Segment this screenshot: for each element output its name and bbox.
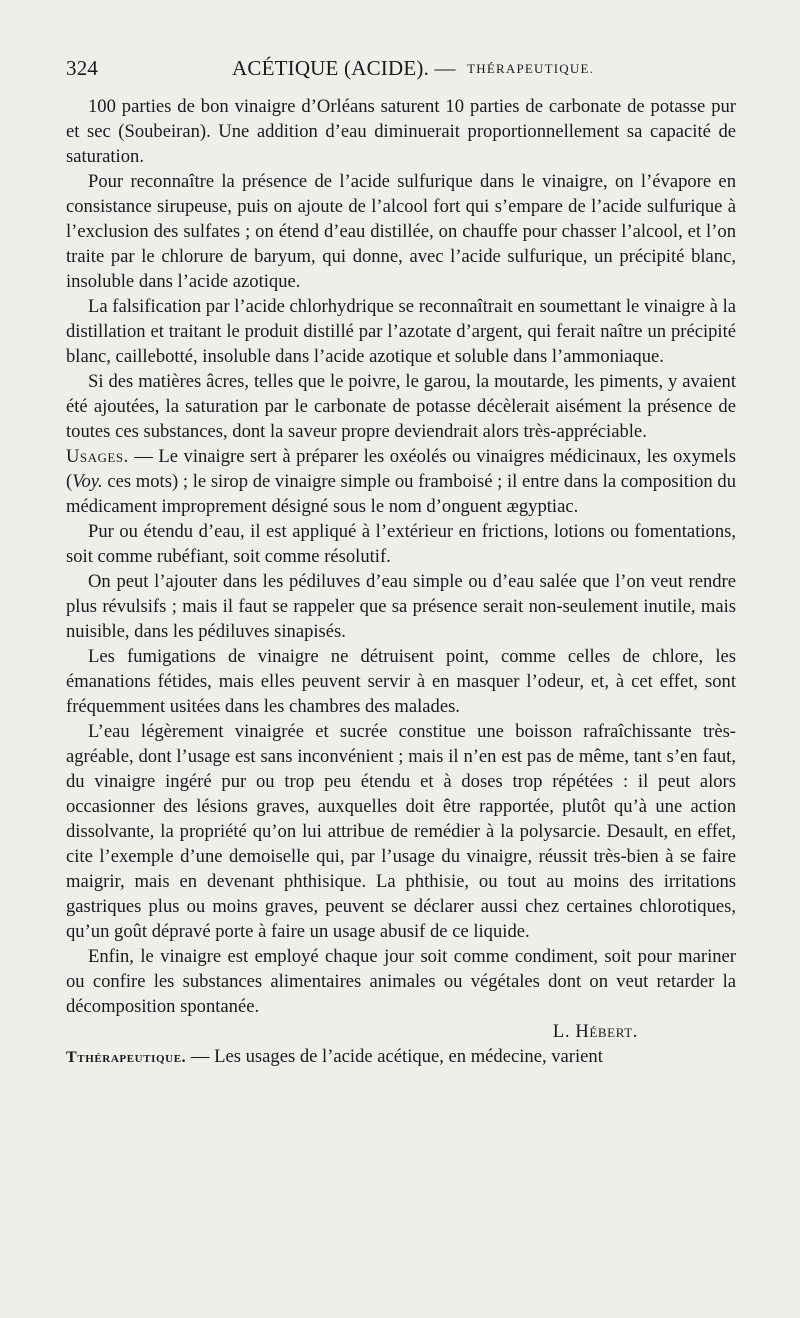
paragraph-acrid-substances: Si des matières âcres, telles que le poivre, le garou, la moutarde, les piments, y avaient été ajoutées, la saturation par le carbonate de potasse décèlerait aisément la présence de toutes ces substances, dont la saveur propre deviendrait alors très-appréciable. [66,371,736,442]
running-title-subtitle: THÉRAPEUTIQUE. [467,61,595,76]
running-title [232,56,594,81]
paragraph-condiment: Enfin, le vinaigre est employé chaque jour soit comme condiment, soit pour mariner ou confire les substances alimentaires animales ou végétales dont on veut retarder la décomposition spontanée. [66,946,736,1017]
section-therapeutique-label: Tthérapeutique. [66,1049,187,1066]
running-title-main: ACÉTIQUE (ACIDE). [232,56,430,80]
author-signature: L. Hébert. [552,1021,638,1042]
paragraph-internal-use: L’eau légèrement vinaigrée et sucrée constitue une boisson rafraîchissante très-agréable, dont l’usage est sans inconvénient ; mais il n’en est pas de même, tant s’en faut, du vinaigre ingéré pur ou trop peu étendu et à doses trop répétées : il peut alors occasionner des lésions graves, auxquelles doit être rapportée, plutôt qu’à une action dissolvante, la propriété qu’on lui attribue de remédier à la polysarcie. Desault, en effet, cite l’exemple d’une demoiselle qui, par l’usage du vinaigre, réussit très-bien à se faire maigrir, mais en devenant phthisique. La phthisie, ou tout au moins des irritations gastriques plus ou moins graves, peuvent se déclarer aussi chez certaines chlorotiques, qu’un goût dépravé porte à faire un usage abusif de ce liquide. [66,721,736,942]
section-therapeutique-text: — Les usages de l’acide acétique, en médecine, varient [186,1046,603,1067]
paragraph-usages [66,444,736,519]
usages-text-before: — Le vinaigre sert à préparer les oxéolés ou vinaigres médicinaux, les oxymels ( [66,446,736,492]
paragraph-sulfuric-acid: Pour reconnaître la présence de l’acide sulfurique dans le vinaigre, on l’évapore en consistance sirupeuse, puis on ajoute de l’alcool fort qui s’empare de l’acide sulfurique à l’exclusion des sulfates ; on étend d’eau distillée, on chauffe pour chasser l’alcool, et l’on traite par le chlorure de baryum, qui donne, avec l’acide sulfurique, un précipité blanc, insoluble dans l’acide azotique. [66,171,736,292]
paragraph-saturation: 100 parties de bon vinaigre d’Orléans saturent 10 parties de carbonate de potasse pur et sec (Soubeiran). Une addition d’eau diminuerait proportionnellement sa capacité de saturation. [66,96,736,167]
usages-label: Usages. [66,446,129,467]
paragraph-fumigations: Les fumigations de vinaigre ne détruisent point, comme celles de chlore, les émanations fétides, mais elles peuvent servir à en masquer l’odeur, et, à cet effet, sont fréquemment usitées dans les chambres des malades. [66,646,736,717]
usages-text-after: ces mots) ; le sirop de vinaigre simple ou framboisé ; il entre dans la composition du médicament improprement désigné sous le nom d’onguent ægyptiac. [66,471,736,517]
paragraph-hydrochloric-acid: La falsification par l’acide chlorhydrique se reconnaîtrait en soumettant le vinaigre à la distillation et traitant le produit distillé par l’azotate d’argent, qui ferait naître un précipité blanc, caillebotté, insoluble dans l’acide azotique et soluble dans l’ammoniaque. [66,296,736,367]
usages-voy: Voy. [72,471,103,492]
running-title-dash: — [434,56,456,80]
paragraph-pediluves: On peut l’ajouter dans les pédiluves d’eau simple ou d’eau salée que l’on veut rendre plus révulsifs ; mais il faut se rappeler que sa présence serait non-seulement inutile, mais nuisible, dans les pédiluves sinapisés. [66,571,736,642]
book-page [66,56,736,1286]
body-text [66,94,736,1070]
running-head [66,56,736,86]
page-number: 324 [66,56,99,80]
section-therapeutique [66,1044,736,1070]
paragraph-external-use: Pur ou étendu d’eau, il est appliqué à l’extérieur en frictions, lotions ou fomentations, soit comme rubéfiant, soit comme résolutif. [66,521,736,567]
